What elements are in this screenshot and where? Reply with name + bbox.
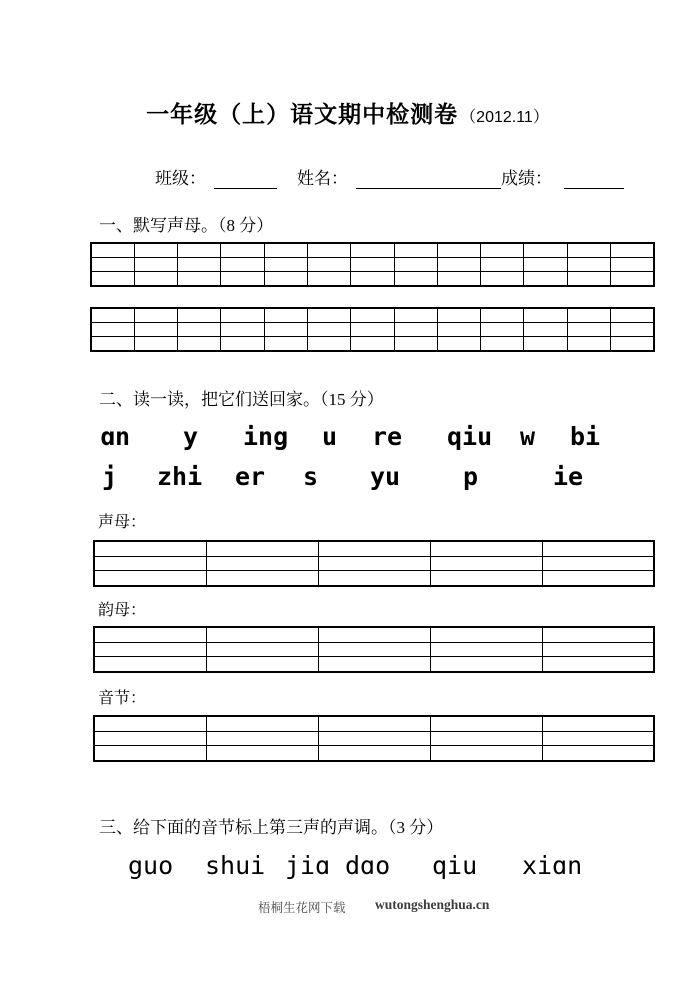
pinyin-items-row-3 (0, 853, 695, 883)
class-label: 班级： (155, 169, 206, 188)
exam-date: （2012.11） (460, 109, 549, 126)
initials-writing-grid-2 (90, 307, 655, 352)
grid-cell (542, 746, 654, 761)
grid-cell (134, 323, 177, 337)
grid-cell (206, 571, 318, 586)
grid-cell (94, 541, 206, 556)
initials-answer-table (93, 540, 655, 587)
grid-cell (178, 243, 221, 258)
footer-site-name: 梧桐生花网下载 (258, 901, 346, 915)
pinyin-syllable: y (183, 422, 199, 451)
grid-cell (318, 657, 430, 672)
grid-cell (394, 323, 437, 337)
grid-cell (206, 716, 318, 731)
grid-cell (430, 627, 542, 642)
grid-cell (206, 556, 318, 571)
pinyin-syllable: u (322, 422, 338, 451)
grid-cell (91, 243, 134, 258)
grid-cell (264, 243, 307, 258)
grid-cell (542, 571, 654, 586)
finals-answer-table (93, 626, 655, 673)
grid-cell (481, 258, 524, 272)
pinyin-syllable: zhi (157, 462, 203, 491)
grid-cell (178, 323, 221, 337)
pinyin-syllable: j (102, 462, 118, 491)
name-blank-line (356, 169, 501, 189)
exam-title: 一年级（上）语文期中检测卷 (146, 101, 459, 127)
grid-cell (134, 258, 177, 272)
finals-label: 韵母： (98, 602, 147, 619)
grid-cell (481, 243, 524, 258)
grid-cell (567, 337, 610, 352)
grid-cell (94, 716, 206, 731)
grid-cell (394, 337, 437, 352)
grid-cell (542, 627, 654, 642)
grid-cell (94, 642, 206, 657)
grid-cell (91, 272, 134, 287)
grid-cell (178, 337, 221, 352)
grid-cell (206, 541, 318, 556)
grid-cell (318, 571, 430, 586)
grid-cell (567, 258, 610, 272)
grid-cell (611, 258, 654, 272)
grid-cell (307, 323, 350, 337)
pinyin-syllable: ing (243, 422, 289, 451)
pinyin-syllable: w (520, 422, 536, 451)
grid-cell (94, 746, 206, 761)
grid-cell (307, 337, 350, 352)
grid-cell (318, 556, 430, 571)
grid-cell (318, 642, 430, 657)
grid-cell (94, 571, 206, 586)
grid-cell (206, 657, 318, 672)
grid-cell (430, 571, 542, 586)
grid-cell (567, 272, 610, 287)
grid-cell (307, 243, 350, 258)
grid-cell (206, 642, 318, 657)
grid-cell (542, 731, 654, 746)
grid-cell (524, 258, 567, 272)
grid-cell (264, 323, 307, 337)
grid-cell (524, 337, 567, 352)
grid-cell (524, 243, 567, 258)
score-blank-line (564, 169, 624, 189)
grid-cell (178, 308, 221, 323)
pinyin-items-row-2 (0, 464, 695, 494)
pinyin-syllable: re (372, 422, 403, 451)
grid-cell (481, 272, 524, 287)
pinyin-syllable: xiɑn (522, 851, 583, 880)
initials-label: 声母： (98, 514, 147, 531)
grid-cell (91, 337, 134, 352)
grid-cell (318, 731, 430, 746)
class-blank-line (214, 169, 277, 189)
grid-cell (611, 272, 654, 287)
grid-cell (94, 627, 206, 642)
grid-cell (94, 657, 206, 672)
grid-cell (611, 337, 654, 352)
grid-cell (206, 731, 318, 746)
grid-cell (178, 258, 221, 272)
grid-cell (134, 272, 177, 287)
grid-cell (524, 308, 567, 323)
pinyin-syllable: ie (553, 462, 584, 491)
grid-cell (318, 541, 430, 556)
pinyin-syllable: jiɑ (285, 851, 331, 880)
grid-cell (394, 308, 437, 323)
grid-cell (481, 323, 524, 337)
initials-writing-grid-1 (90, 242, 655, 287)
grid-cell (94, 556, 206, 571)
grid-cell (318, 627, 430, 642)
grid-cell (481, 308, 524, 323)
pinyin-items-row-1 (0, 424, 695, 454)
grid-cell (134, 243, 177, 258)
grid-cell (430, 556, 542, 571)
grid-cell (611, 323, 654, 337)
grid-cell (91, 258, 134, 272)
pinyin-syllable: dɑo (345, 851, 391, 880)
grid-cell (221, 308, 264, 323)
grid-cell (524, 323, 567, 337)
grid-cell (351, 337, 394, 352)
pinyin-syllable: p (463, 462, 479, 491)
pinyin-syllable: guo (128, 851, 174, 880)
grid-cell (437, 323, 480, 337)
grid-cell (351, 243, 394, 258)
grid-cell (134, 337, 177, 352)
student-info-line (155, 164, 624, 189)
grid-cell (524, 272, 567, 287)
grid-cell (264, 337, 307, 352)
grid-cell (481, 337, 524, 352)
section-3-heading: 三、给下面的音节标上第三声的声调。（3 分） (99, 818, 444, 837)
grid-cell (542, 642, 654, 657)
pinyin-syllable: qiu (432, 851, 478, 880)
grid-cell (437, 337, 480, 352)
grid-cell (394, 272, 437, 287)
pinyin-syllable: bi (570, 422, 601, 451)
grid-cell (430, 541, 542, 556)
page-title (0, 96, 695, 129)
grid-cell (206, 627, 318, 642)
grid-cell (91, 308, 134, 323)
pinyin-syllable: ɑn (100, 422, 131, 451)
pinyin-syllable: shui (205, 851, 266, 880)
grid-cell (542, 541, 654, 556)
grid-cell (318, 716, 430, 731)
grid-cell (221, 337, 264, 352)
grid-cell (221, 323, 264, 337)
grid-cell (134, 308, 177, 323)
grid-cell (430, 746, 542, 761)
grid-cell (437, 243, 480, 258)
grid-cell (394, 258, 437, 272)
grid-cell (264, 258, 307, 272)
grid-cell (542, 657, 654, 672)
grid-cell (94, 731, 206, 746)
grid-cell (567, 308, 610, 323)
grid-cell (542, 556, 654, 571)
grid-cell (430, 716, 542, 731)
pinyin-syllable: er (235, 462, 266, 491)
grid-cell (307, 308, 350, 323)
grid-cell (221, 272, 264, 287)
score-label: 成绩： (501, 169, 552, 188)
grid-cell (351, 308, 394, 323)
section-1-heading: 一、默写声母。（8 分） (99, 216, 274, 235)
grid-cell (542, 716, 654, 731)
grid-cell (567, 323, 610, 337)
grid-cell (351, 258, 394, 272)
pinyin-syllable: yu (370, 462, 401, 491)
grid-cell (437, 272, 480, 287)
footer-site-url: wutongshenghua.cn (375, 897, 490, 912)
grid-cell (307, 258, 350, 272)
grid-cell (567, 243, 610, 258)
grid-cell (264, 272, 307, 287)
grid-cell (318, 746, 430, 761)
syllables-label: 音节： (98, 690, 147, 707)
syllables-answer-table (93, 715, 655, 762)
pinyin-syllable: s (303, 462, 319, 491)
section-2-heading: 二、读一读，把它们送回家。（15 分） (99, 390, 384, 409)
grid-cell (206, 746, 318, 761)
grid-cell (430, 642, 542, 657)
grid-cell (307, 272, 350, 287)
grid-cell (91, 323, 134, 337)
name-label: 姓名： (297, 169, 348, 188)
grid-cell (437, 308, 480, 323)
grid-cell (611, 243, 654, 258)
grid-cell (264, 308, 307, 323)
grid-cell (221, 243, 264, 258)
grid-cell (611, 308, 654, 323)
grid-cell (221, 258, 264, 272)
grid-cell (430, 731, 542, 746)
grid-cell (430, 657, 542, 672)
grid-cell (351, 272, 394, 287)
grid-cell (437, 258, 480, 272)
grid-cell (394, 243, 437, 258)
grid-cell (351, 323, 394, 337)
pinyin-syllable: qiu (447, 422, 493, 451)
grid-cell (178, 272, 221, 287)
